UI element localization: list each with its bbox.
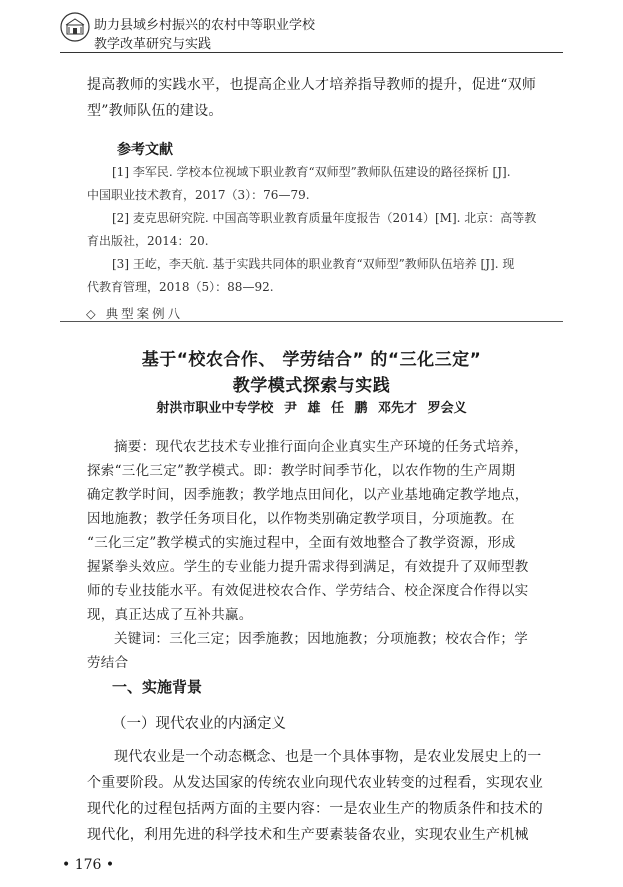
keywords-line: 关键词：三化三定；因季施教；因地施教；分项施教；校农合作；学 bbox=[114, 631, 528, 647]
abstract-line: 握紧拳头效应。学生的专业能力提升需求得到满足，有效提升了双师型教 bbox=[87, 559, 529, 575]
section-heading: 一、实施背景 bbox=[112, 678, 203, 696]
article-title-line2: 教学模式探索与实践 bbox=[232, 376, 391, 396]
subsection-heading: （一）现代农业的内涵定义 bbox=[112, 716, 286, 732]
article-authors: 射洪市职业中专学校 尹 雄 任 鹏 邓先才 罗会义 bbox=[156, 401, 467, 416]
abstract-line: 探索“三化三定”教学模式。即：教学时间季节化，以农作物的生产周期 bbox=[87, 463, 516, 479]
body-line: 现代农业是一个动态概念、也是一个具体事物，是农业发展史上的一 bbox=[114, 749, 542, 765]
page-number: • 176 • bbox=[62, 857, 115, 873]
reference-line: 育出版社，2014：20. bbox=[87, 234, 209, 248]
running-header-line2: 教学改革研究与实践 bbox=[94, 37, 212, 52]
abstract-line: 确定教学时间，因季施教；教学地点田间化，以产业基地确定教学地点， bbox=[87, 487, 529, 503]
references-title: 参考文献 bbox=[117, 142, 173, 158]
reference-line: 代教育管理，2018（5）：88—92. bbox=[87, 280, 274, 294]
abstract-line: 因地施教；教学任务项目化，以作物类别确定教学项目，分项施教。在 bbox=[87, 511, 515, 527]
case-rule bbox=[60, 321, 563, 322]
abstract-line: 摘要：现代农艺技术专业推行面向企业真实生产环境的任务式培养， bbox=[114, 439, 528, 455]
reference-line: [2] 麦克思研究院. 中国高等职业教育质量年度报告（2014）[M]. 北京：高等教 bbox=[112, 211, 537, 225]
case-label: ◇ 典型案例八 bbox=[86, 306, 184, 321]
running-header-line1: 助力县域乡村振兴的农村中等职业学校 bbox=[94, 18, 316, 33]
school-logo-icon bbox=[60, 12, 90, 42]
body-line: 现代化，利用先进的科学技术和生产要素装备农业，实现农业生产机械 bbox=[87, 827, 529, 843]
abstract-line: 师的专业技能水平。有效促进校农合作、学劳结合、校企深度合作得以实 bbox=[87, 583, 529, 599]
body-line: 现代化的过程包括两方面的主要内容：一是农业生产的物质条件和技术的 bbox=[87, 801, 543, 817]
body-line: 个重要阶段。从发达国家的传统农业向现代农业转变的过程看，实现农业 bbox=[87, 775, 543, 791]
reference-line: 中国职业技术教育，2017（3）：76—79. bbox=[87, 188, 310, 202]
abstract-line: “三化三定”教学模式的实施过程中，全面有效地整合了教学资源，形成 bbox=[87, 535, 516, 551]
intro-line: 提高教师的实践水平，也提高企业人才培养指导教师的提升，促进“双师 bbox=[87, 77, 537, 93]
abstract-line: 现，真正达成了互补共赢。 bbox=[87, 607, 253, 623]
header-rule bbox=[60, 52, 563, 53]
reference-line: [3] 王屹，李天航. 基于实践共同体的职业教育“双师型”教师队伍培养 [J]. 现 bbox=[112, 257, 515, 271]
keywords-line: 劳结合 bbox=[87, 655, 129, 671]
article-title-line1: 基于“校农合作、 学劳结合” 的“三化三定” bbox=[141, 350, 482, 370]
intro-line: 型”教师队伍的建设。 bbox=[87, 103, 223, 119]
reference-line: [1] 李军民. 学校本位视域下职业教育“双师型”教师队伍建设的路径探析 [J]. bbox=[112, 165, 511, 179]
